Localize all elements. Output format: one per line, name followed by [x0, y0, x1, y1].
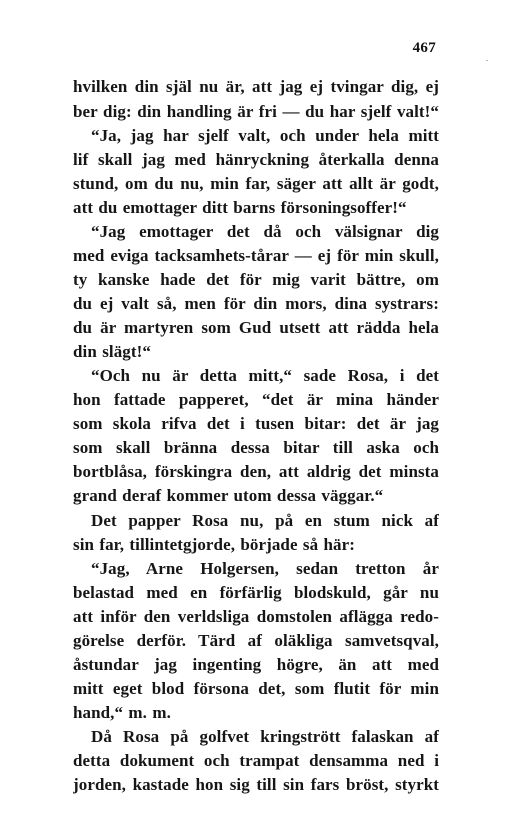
text-line: jorden, kastade hon sig till sin fars bröst, styrkt — [73, 775, 439, 794]
text-line: Då Rosa på golfvet kringstrött falaskan af — [91, 727, 439, 746]
text-line: grand deraf kommer utom dessa väggar.“ — [73, 486, 384, 505]
text-line: hvilken din själ nu är, att jag ej tvingar dig, ej — [73, 77, 439, 96]
text-line: stund, om du nu, min far, säger att allt är godt, — [73, 174, 439, 193]
text-line: lif skall jag med hänryckning återkalla denna — [73, 150, 439, 169]
text-line: åstundar jag ingenting högre, än att med — [73, 655, 439, 674]
text-line: som skall bränna dessa bitar till aska och — [73, 438, 439, 457]
text-line: hand,“ m. m. — [73, 703, 171, 722]
text-line: belastad med en förfärlig blodskuld, går nu — [73, 583, 439, 602]
text-line: du ej valt så, men för din mors, dina systrars: — [73, 294, 439, 313]
text-line: din slägt!“ — [73, 342, 151, 361]
text-line: att du emottager ditt barns försoningsoffer!“ — [73, 198, 407, 217]
text-line: att inför den verldsliga domstolen aflägga redo- — [73, 607, 439, 626]
text-line: ber dig: din handling är fri — du har sjelf valt!“ — [73, 102, 439, 121]
text-line: Det papper Rosa nu, på en stum nick af — [91, 511, 439, 530]
text-line: “Jag emottager det då och välsignar dig — [91, 222, 439, 241]
text-line: “Jag, Arne Holgersen, sedan tretton år — [91, 559, 439, 578]
text-line: sin far, tillintetgjorde, började så här: — [73, 535, 355, 554]
text-line: “Och nu är detta mitt,“ sade Rosa, i det — [91, 366, 439, 385]
text-line: mitt eget blod försona det, som flutit för min — [73, 679, 439, 698]
text-line: hon fattade papperet, “det är mina händer — [73, 390, 439, 409]
text-line: bortblåsa, förskingra den, att aldrig det minsta — [73, 462, 439, 481]
text-line: “Ja, jag har sjelf valt, och under hela mitt — [91, 126, 439, 145]
text-line: med eviga tacksamhets-tårar — ej för min skull, — [73, 246, 439, 265]
text-line: som skola rifva det i tusen bitar: det är jag — [73, 414, 439, 433]
text-line: görelse derför. Tärd af oläkliga samvetsqval, — [73, 631, 439, 650]
text-line: detta dokument och trampat densamma ned i — [73, 751, 439, 770]
text-line: du är martyren som Gud utsett att rädda hela — [73, 318, 439, 337]
page-number: 467 — [412, 40, 436, 56]
text-line: ty kanske hade det för mig varit bättre, om — [73, 270, 439, 289]
